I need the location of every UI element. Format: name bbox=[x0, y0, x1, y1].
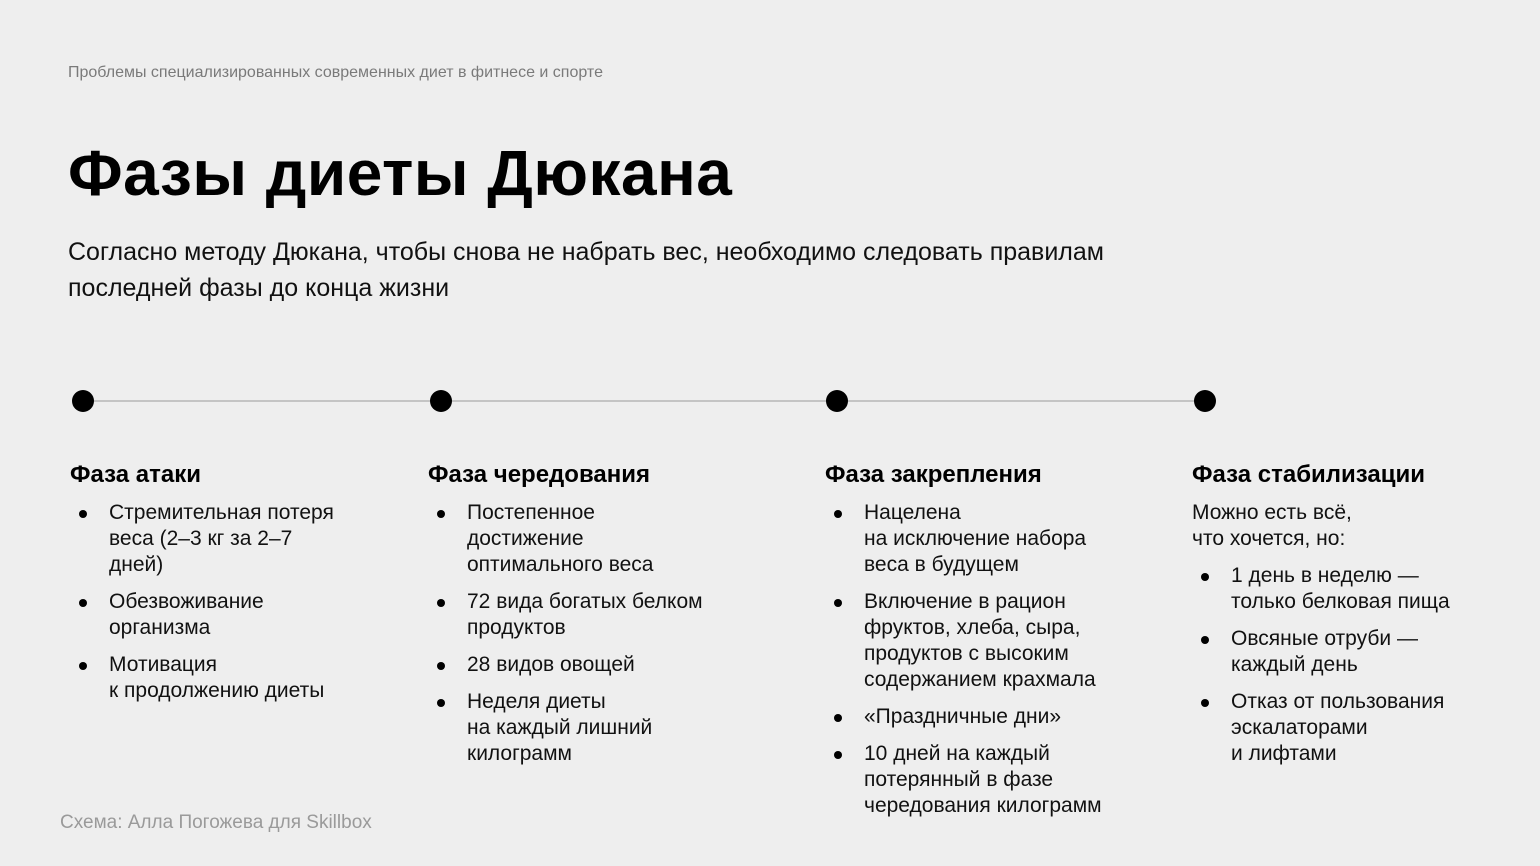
list-item: Включение в рацион фруктов, хлеба, сыра, продуктов с высоким содержанием крахмала bbox=[825, 589, 1165, 693]
list-item: Обезвоживание организма bbox=[70, 589, 390, 641]
intro-text: Согласно методу Дюкана, чтобы снова не набрать вес, необходимо следовать правилам последней фазы до конца жизни bbox=[68, 238, 1104, 302]
timeline-node-alternation bbox=[430, 390, 452, 412]
page-title: Фазы диеты Дюкана bbox=[68, 137, 733, 209]
phase-list bbox=[825, 500, 1165, 819]
timeline-node-attack bbox=[72, 390, 94, 412]
phase-list bbox=[1192, 563, 1512, 767]
source-credit: Схема: Алла Погожева для Skillbox bbox=[60, 812, 372, 833]
list-item: 10 дней на каждый потерянный в фазе чередования килограмм bbox=[825, 741, 1165, 819]
list-item: Постепенное достижение оптимального веса bbox=[428, 500, 788, 578]
phase-title: Фаза чередования bbox=[428, 461, 650, 488]
timeline-node-stabilization bbox=[1194, 390, 1216, 412]
page-subtitle: Проблемы специализированных современных диет в фитнесе и спорте bbox=[68, 64, 603, 81]
list-item: «Праздничные дни» bbox=[825, 704, 1165, 730]
list-item: Отказ от пользования эскалаторами и лифтами bbox=[1192, 689, 1512, 767]
timeline-connector bbox=[94, 400, 430, 402]
phase-alternation bbox=[428, 460, 788, 778]
list-item: Стремительная потеря веса (2–3 кг за 2–7 дней) bbox=[70, 500, 390, 578]
phase-list bbox=[70, 500, 390, 704]
phase-attack bbox=[70, 460, 390, 715]
timeline-node-consolidation bbox=[826, 390, 848, 412]
phase-title: Фаза стабилизации bbox=[1192, 461, 1426, 488]
timeline-connector bbox=[848, 400, 1194, 402]
list-item: 1 день в неделю — только белковая пища bbox=[1192, 563, 1512, 615]
phase-stabilization bbox=[1192, 460, 1512, 778]
phase-consolidation bbox=[825, 460, 1165, 830]
timeline-connector bbox=[452, 400, 826, 402]
list-item: Нацелена на исключение набора веса в будущем bbox=[825, 500, 1165, 578]
phase-list bbox=[428, 500, 788, 767]
phase-title: Фаза закрепления bbox=[825, 461, 1042, 488]
list-item: 72 вида богатых белком продуктов bbox=[428, 589, 788, 641]
phase-lead: Можно есть всё, что хочется, но: bbox=[1192, 501, 1352, 550]
list-item: Неделя диеты на каждый лишний килограмм bbox=[428, 689, 788, 767]
list-item: Овсяные отруби — каждый день bbox=[1192, 626, 1512, 678]
phase-title: Фаза атаки bbox=[70, 461, 201, 488]
list-item: 28 видов овощей bbox=[428, 652, 788, 678]
list-item: Мотивация к продолжению диеты bbox=[70, 652, 390, 704]
